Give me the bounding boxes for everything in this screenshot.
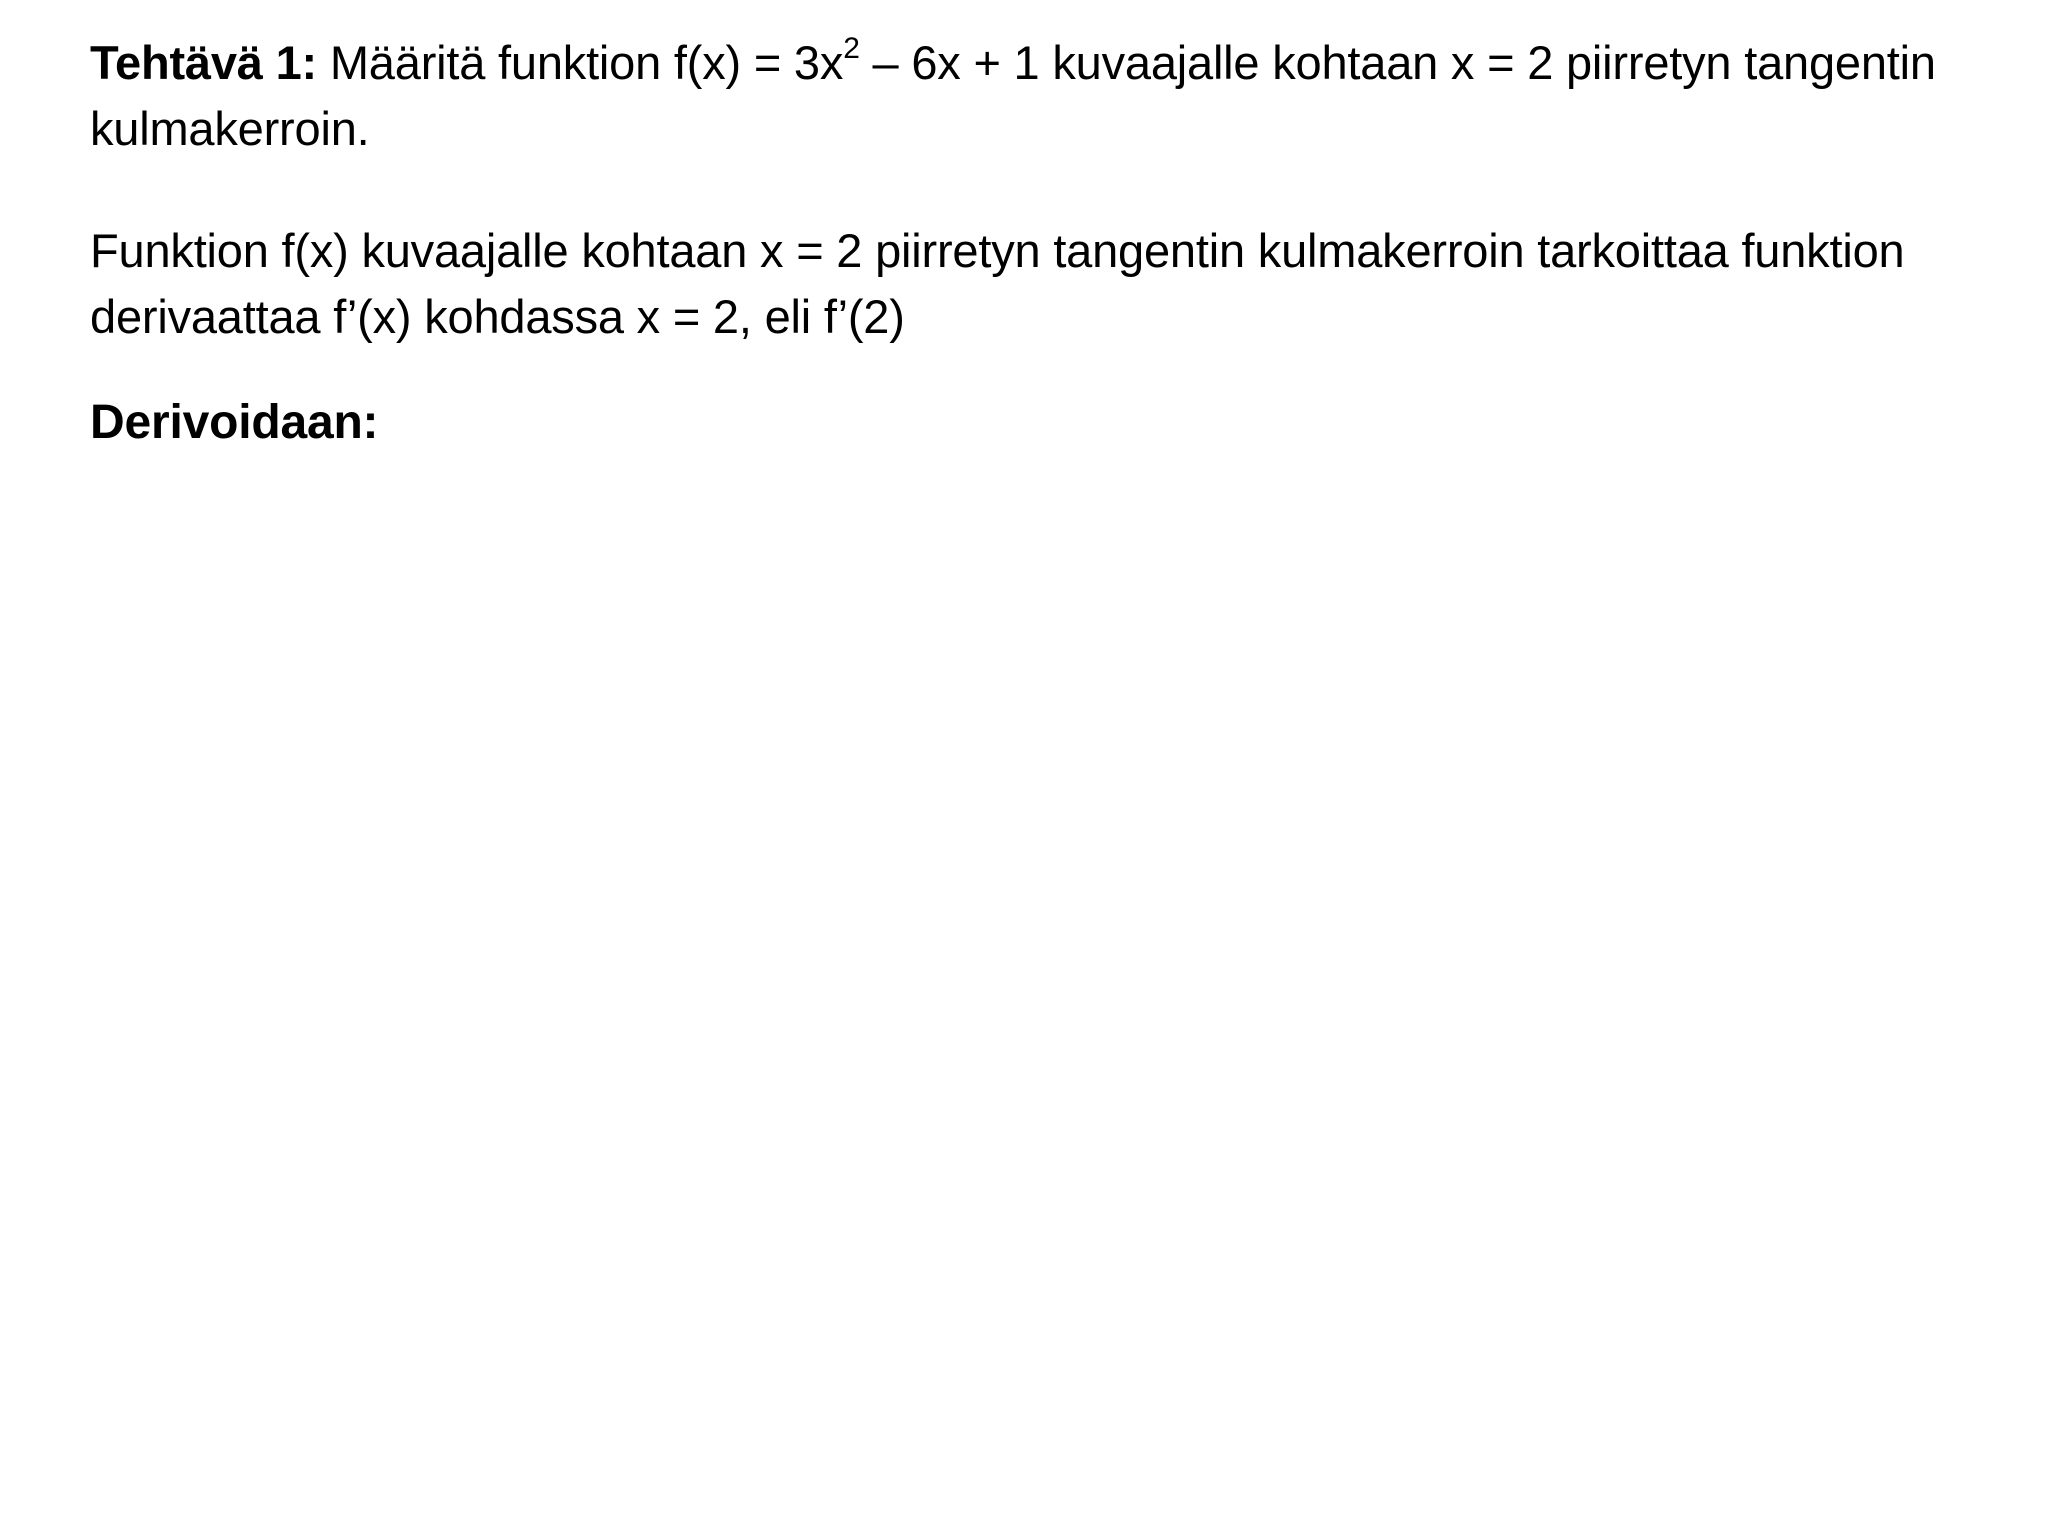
derive-heading-text: Derivoidaan: [90,396,379,449]
explanation-paragraph [90,218,2010,350]
explanation-text: Funktion f(x) kuvaajalle kohtaan x = 2 piirretyn tangentin kulmakerroin tarkoittaa funktion derivaattaa f’(x) kohdassa x = 2, eli f’(2) [90,224,1905,343]
task-text-after-power: – 6x + 1 kuvaajalle kohtaan x = 2 piirretyn tangentin kulmakerroin. [90,36,1936,155]
task-exponent: 2 [843,32,860,66]
derive-heading [90,390,2010,456]
task-text-before-power: Määritä funktion f(x) = 3x [317,36,844,89]
task-label: Tehtävä 1: [90,36,317,89]
task-statement [90,30,2010,162]
